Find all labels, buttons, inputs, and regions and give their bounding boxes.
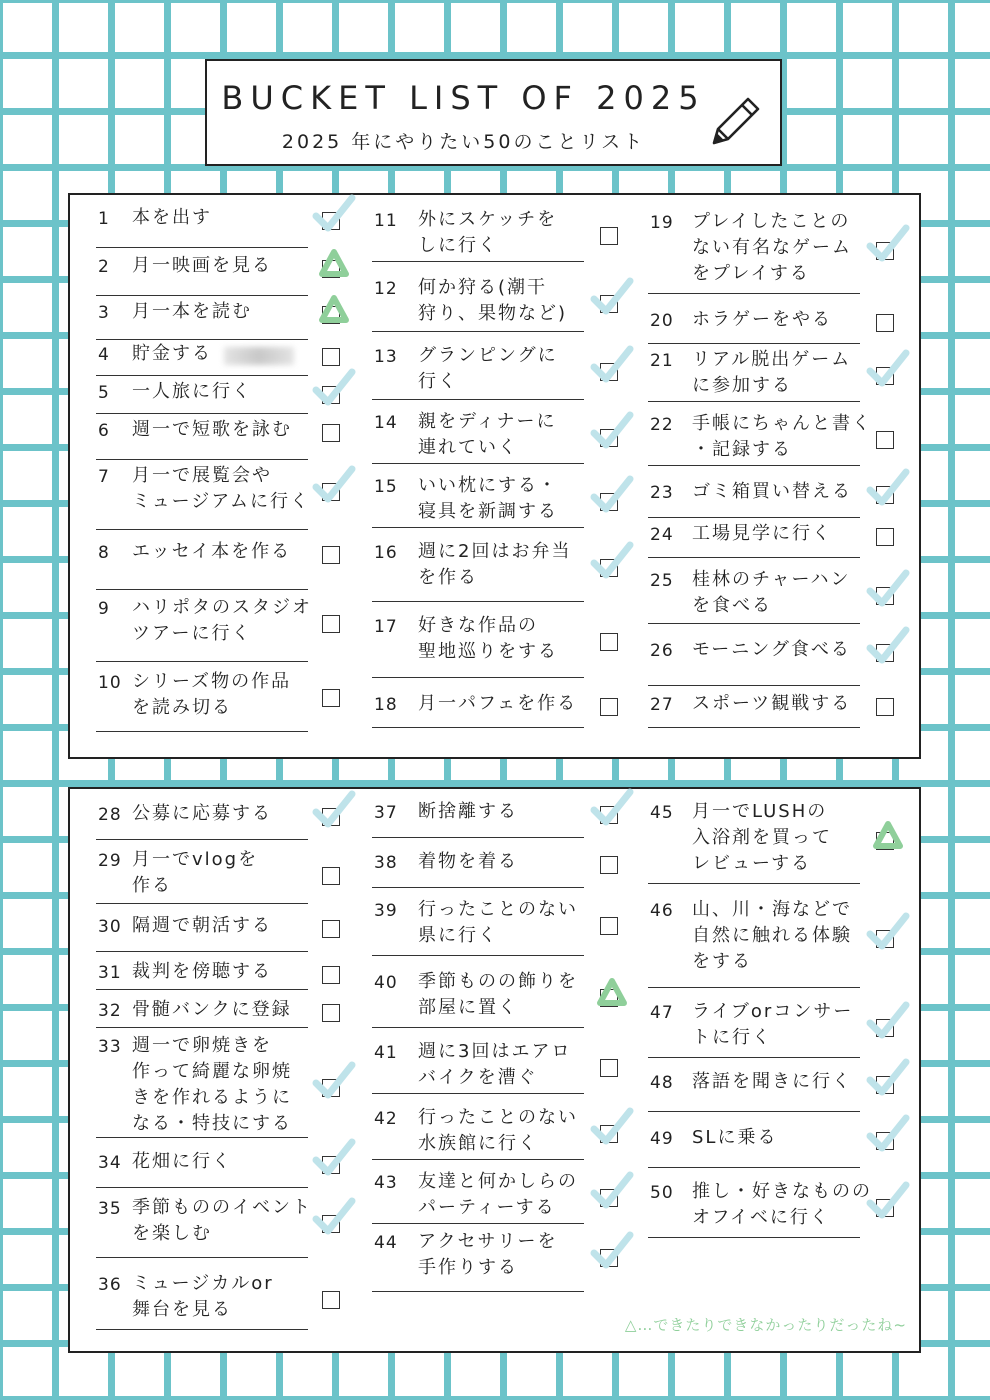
list-item bbox=[374, 901, 616, 957]
item-underline bbox=[372, 527, 584, 528]
list-item bbox=[98, 303, 340, 341]
item-underline bbox=[372, 1159, 584, 1160]
item-text: エッセイ本を作る bbox=[132, 541, 292, 562]
check-mark-icon bbox=[864, 1112, 912, 1156]
check-mark-icon bbox=[310, 463, 358, 507]
item-underline bbox=[96, 989, 308, 990]
item-text: 山、川・海などで 自然に触れる体験 をする bbox=[692, 899, 852, 972]
list-item bbox=[374, 1173, 616, 1225]
check-mark-icon bbox=[588, 1169, 636, 1213]
item-number: 49 bbox=[650, 1129, 674, 1149]
item-text: 隔週で朝活する bbox=[132, 915, 272, 936]
item-number: 45 bbox=[650, 803, 674, 823]
list-item bbox=[374, 413, 616, 465]
item-checkbox[interactable] bbox=[322, 1004, 340, 1022]
item-number: 20 bbox=[650, 311, 674, 331]
item-underline bbox=[372, 837, 584, 838]
item-number: 14 bbox=[374, 413, 398, 433]
item-number: 5 bbox=[98, 383, 110, 403]
item-number: 22 bbox=[650, 415, 674, 435]
item-checkbox[interactable] bbox=[322, 424, 340, 442]
item-number: 12 bbox=[374, 279, 398, 299]
check-mark-icon bbox=[588, 409, 636, 453]
item-underline bbox=[372, 261, 584, 262]
item-text: 一人旅に行く bbox=[132, 381, 252, 402]
item-underline bbox=[648, 557, 860, 558]
item-underline bbox=[96, 339, 308, 340]
item-text: 手帳にちゃんと書く ・記録する bbox=[692, 413, 872, 460]
item-underline bbox=[372, 727, 584, 728]
item-text: 月一でLUSHの 入浴剤を買って レビューする bbox=[692, 801, 832, 874]
list-item bbox=[650, 695, 892, 729]
item-underline bbox=[96, 375, 308, 376]
item-underline bbox=[648, 1057, 860, 1058]
list-item bbox=[98, 963, 340, 991]
item-checkbox[interactable] bbox=[600, 856, 618, 874]
item-underline bbox=[648, 727, 860, 728]
item-underline bbox=[648, 343, 860, 344]
item-underline bbox=[96, 1027, 308, 1028]
check-mark-icon bbox=[588, 1229, 636, 1273]
item-text: ゴミ箱買い替える bbox=[692, 481, 852, 502]
item-number: 3 bbox=[98, 303, 110, 323]
item-number: 50 bbox=[650, 1183, 674, 1203]
list-item bbox=[650, 1073, 892, 1113]
check-mark-icon bbox=[588, 473, 636, 517]
item-number: 46 bbox=[650, 901, 674, 921]
item-checkbox[interactable] bbox=[600, 698, 618, 716]
item-text: 親をディナーに 連れていく bbox=[418, 411, 557, 458]
item-number: 48 bbox=[650, 1073, 674, 1093]
item-underline bbox=[96, 589, 308, 590]
item-text: 推し・好きなものの オフイベに行く bbox=[692, 1181, 872, 1228]
check-mark-icon bbox=[310, 1059, 358, 1103]
item-underline bbox=[648, 293, 860, 294]
item-underline bbox=[96, 459, 308, 460]
item-text: 季節ものの飾りを 部屋に置く bbox=[418, 971, 578, 1018]
item-text: リアル脱出ゲーム に参加する bbox=[692, 349, 852, 396]
item-checkbox[interactable] bbox=[600, 917, 618, 935]
item-checkbox[interactable] bbox=[600, 227, 618, 245]
item-text: いい枕にする・ 寝具を新調する bbox=[418, 475, 558, 522]
item-checkbox[interactable] bbox=[322, 867, 340, 885]
pencil-icon bbox=[704, 91, 766, 153]
legend-note: △…できたりできなかったりだったね~ bbox=[624, 1316, 907, 1334]
item-number: 6 bbox=[98, 421, 110, 441]
check-mark-icon bbox=[864, 466, 912, 510]
triangle-mark-icon bbox=[588, 969, 636, 1013]
item-text: 着物を着る bbox=[418, 851, 518, 872]
item-text: 骨髄バンクに登録 bbox=[132, 999, 292, 1020]
item-text: 月一パフェを作る bbox=[418, 693, 578, 714]
list-item bbox=[650, 213, 892, 295]
item-underline bbox=[648, 1167, 860, 1168]
item-number: 11 bbox=[374, 211, 398, 231]
list-item bbox=[98, 383, 340, 415]
item-underline bbox=[96, 903, 308, 904]
list-item bbox=[650, 415, 892, 467]
item-number: 34 bbox=[98, 1153, 122, 1173]
page-subtitle: 2025 年にやりたい50のことリスト bbox=[281, 131, 646, 153]
list-item bbox=[650, 1129, 892, 1169]
item-text: 外にスケッチを しに行く bbox=[418, 209, 558, 256]
list-item bbox=[374, 347, 616, 401]
item-underline bbox=[96, 295, 308, 296]
bucket-panel-1 bbox=[68, 193, 921, 759]
item-underline bbox=[96, 247, 308, 248]
item-text: 月一でvlogを 作る bbox=[132, 849, 259, 896]
list-item bbox=[98, 467, 340, 531]
item-text: プレイしたことの ない有名なゲーム をプレイする bbox=[692, 211, 852, 284]
item-number: 4 bbox=[98, 345, 110, 365]
list-item bbox=[98, 257, 340, 297]
item-text: 断捨離する bbox=[418, 801, 518, 822]
check-mark-icon bbox=[588, 539, 636, 583]
item-text: アクセサリーを 手作りする bbox=[418, 1231, 558, 1278]
list-item bbox=[650, 901, 892, 989]
item-underline bbox=[96, 1187, 308, 1188]
item-underline bbox=[372, 463, 584, 464]
item-number: 26 bbox=[650, 641, 674, 661]
item-underline bbox=[648, 883, 860, 884]
item-underline bbox=[648, 1111, 860, 1112]
list-item bbox=[650, 351, 892, 403]
item-underline bbox=[372, 1223, 584, 1224]
item-number: 28 bbox=[98, 805, 122, 825]
item-text: スポーツ観戦する bbox=[692, 693, 852, 714]
item-text: ライブorコンサー トに行く bbox=[692, 1001, 854, 1048]
check-mark-icon bbox=[588, 275, 636, 319]
list-item bbox=[98, 1275, 340, 1331]
item-underline bbox=[96, 1257, 308, 1258]
item-number: 43 bbox=[374, 1173, 398, 1193]
item-checkbox[interactable] bbox=[600, 1059, 618, 1077]
list-item bbox=[374, 1043, 616, 1095]
list-item bbox=[650, 641, 892, 687]
item-underline bbox=[372, 677, 584, 678]
item-number: 44 bbox=[374, 1233, 398, 1253]
item-number: 18 bbox=[374, 695, 398, 715]
item-underline bbox=[96, 839, 308, 840]
list-item bbox=[98, 209, 340, 249]
item-checkbox[interactable] bbox=[600, 633, 618, 651]
item-text: 週に3回はエアロ バイクを漕ぐ bbox=[418, 1041, 572, 1088]
list-item bbox=[98, 1153, 340, 1189]
item-underline bbox=[96, 413, 308, 414]
item-checkbox[interactable] bbox=[322, 546, 340, 564]
list-item bbox=[650, 571, 892, 625]
item-text: グランピングに 行く bbox=[418, 345, 558, 392]
item-underline bbox=[648, 685, 860, 686]
item-number: 7 bbox=[98, 467, 110, 487]
item-checkbox[interactable] bbox=[322, 966, 340, 984]
item-text: モーニング食べる bbox=[692, 639, 851, 660]
list-item bbox=[98, 345, 340, 377]
item-checkbox[interactable] bbox=[876, 698, 894, 716]
list-item bbox=[650, 1183, 892, 1239]
item-number: 13 bbox=[374, 347, 398, 367]
item-checkbox[interactable] bbox=[876, 314, 894, 332]
item-text: SLに乗る bbox=[692, 1127, 778, 1148]
check-mark-icon bbox=[310, 1136, 358, 1180]
item-number: 10 bbox=[98, 673, 122, 693]
page-title: BUCKET LIST OF 2025 bbox=[221, 79, 706, 117]
item-text: 好きな作品の 聖地巡りをする bbox=[418, 615, 558, 662]
item-underline bbox=[372, 1027, 584, 1028]
list-item bbox=[374, 617, 616, 679]
item-number: 37 bbox=[374, 803, 398, 823]
list-item bbox=[650, 483, 892, 519]
item-checkbox[interactable] bbox=[322, 348, 340, 366]
item-number: 9 bbox=[98, 599, 110, 619]
list-item bbox=[374, 1233, 616, 1293]
item-underline bbox=[96, 731, 308, 732]
item-text: 月一映画を見る bbox=[132, 255, 272, 276]
item-number: 33 bbox=[98, 1037, 122, 1057]
list-item bbox=[374, 279, 616, 333]
item-number: 25 bbox=[650, 571, 674, 591]
item-text: 月一で展覧会や ミュージアムに行く bbox=[132, 465, 311, 512]
check-mark-icon bbox=[310, 788, 358, 832]
item-underline bbox=[648, 1237, 860, 1238]
item-underline bbox=[372, 601, 584, 602]
item-underline bbox=[648, 987, 860, 988]
list-item bbox=[650, 525, 892, 559]
list-item bbox=[98, 599, 340, 663]
item-underline bbox=[648, 465, 860, 466]
check-mark-icon bbox=[864, 1056, 912, 1100]
item-text: 行ったことのない 水族館に行く bbox=[418, 1107, 578, 1154]
item-text: 貯金する bbox=[132, 343, 212, 364]
item-number: 23 bbox=[650, 483, 674, 503]
item-underline bbox=[96, 951, 308, 952]
item-checkbox[interactable] bbox=[322, 1291, 340, 1309]
list-item bbox=[374, 853, 616, 889]
list-item bbox=[98, 851, 340, 905]
item-underline bbox=[372, 887, 584, 888]
item-number: 2 bbox=[98, 257, 110, 277]
item-text: 月一本を読む bbox=[132, 301, 252, 322]
check-mark-icon bbox=[864, 222, 912, 266]
item-text: 何か狩る(潮干 狩り、果物など) bbox=[418, 277, 568, 324]
check-mark-icon bbox=[864, 1179, 912, 1223]
check-mark-icon bbox=[588, 786, 636, 830]
list-item bbox=[98, 673, 340, 733]
item-number: 47 bbox=[650, 1003, 674, 1023]
check-mark-icon bbox=[864, 567, 912, 611]
item-underline bbox=[372, 1291, 584, 1292]
list-item bbox=[98, 1001, 340, 1029]
item-number: 36 bbox=[98, 1275, 122, 1295]
item-text: 週一で卵焼きを 作って綺麗な卵焼 きを作れるように なる・特技にする bbox=[132, 1035, 292, 1134]
item-underline bbox=[96, 529, 308, 530]
item-number: 42 bbox=[374, 1109, 398, 1129]
item-text: 季節もののイベント を楽しむ bbox=[132, 1197, 312, 1244]
item-number: 35 bbox=[98, 1199, 122, 1219]
item-number: 32 bbox=[98, 1001, 122, 1021]
item-underline bbox=[372, 399, 584, 400]
list-item bbox=[98, 1199, 340, 1259]
item-number: 1 bbox=[98, 209, 110, 229]
item-number: 39 bbox=[374, 901, 398, 921]
list-item bbox=[374, 803, 616, 839]
item-underline bbox=[96, 1137, 308, 1138]
check-mark-icon bbox=[864, 910, 912, 954]
list-item bbox=[374, 1109, 616, 1161]
item-number: 29 bbox=[98, 851, 122, 871]
triangle-mark-icon bbox=[310, 240, 358, 284]
item-number: 30 bbox=[98, 917, 122, 937]
list-item bbox=[98, 805, 340, 841]
item-underline bbox=[96, 661, 308, 662]
item-number: 16 bbox=[374, 543, 398, 563]
item-text: 落語を聞きに行く bbox=[692, 1071, 852, 1092]
list-item bbox=[374, 695, 616, 729]
bucket-panel-2 bbox=[68, 787, 921, 1353]
list-item bbox=[98, 543, 340, 591]
list-item bbox=[650, 803, 892, 885]
triangle-mark-icon bbox=[864, 812, 912, 856]
item-number: 15 bbox=[374, 477, 398, 497]
item-underline bbox=[372, 1093, 584, 1094]
check-mark-icon bbox=[588, 343, 636, 387]
item-underline bbox=[96, 1329, 308, 1330]
item-text: ホラゲーをやる bbox=[692, 309, 832, 330]
item-text: 週一で短歌を詠む bbox=[132, 419, 292, 440]
item-text: 週に2回はお弁当 を作る bbox=[418, 541, 572, 588]
item-text: ミュージカルor 舞台を見る bbox=[132, 1273, 274, 1320]
list-item bbox=[98, 1037, 340, 1139]
item-underline bbox=[372, 955, 584, 956]
item-text: 友達と何かしらの パーティーする bbox=[418, 1171, 578, 1218]
item-text: 裁判を傍聴する bbox=[132, 961, 272, 982]
item-checkbox[interactable] bbox=[322, 689, 340, 707]
check-mark-icon bbox=[310, 1195, 358, 1239]
item-underline bbox=[372, 331, 584, 332]
item-underline bbox=[648, 401, 860, 402]
list-item bbox=[98, 421, 340, 461]
check-mark-icon bbox=[588, 1105, 636, 1149]
check-mark-icon bbox=[310, 366, 358, 410]
item-text: 桂林のチャーハン を食べる bbox=[692, 569, 851, 616]
item-number: 19 bbox=[650, 213, 674, 233]
item-number: 21 bbox=[650, 351, 674, 371]
triangle-mark-icon bbox=[310, 286, 358, 330]
item-number: 38 bbox=[374, 853, 398, 873]
item-text: シリーズ物の作品 を読み切る bbox=[132, 671, 292, 718]
item-number: 24 bbox=[650, 525, 674, 545]
item-text: 工場見学に行く bbox=[692, 523, 832, 544]
item-text: 公募に応募する bbox=[132, 803, 272, 824]
item-checkbox[interactable] bbox=[322, 615, 340, 633]
item-number: 17 bbox=[374, 617, 398, 637]
check-mark-icon bbox=[864, 624, 912, 668]
list-item bbox=[650, 1003, 892, 1059]
check-mark-icon bbox=[864, 347, 912, 391]
item-number: 41 bbox=[374, 1043, 398, 1063]
item-text: 行ったことのない 県に行く bbox=[418, 899, 578, 946]
item-text: 本を出す bbox=[132, 207, 212, 228]
list-item bbox=[374, 477, 616, 529]
item-number: 31 bbox=[98, 963, 122, 983]
item-checkbox[interactable] bbox=[876, 431, 894, 449]
check-mark-icon bbox=[310, 192, 358, 236]
item-checkbox[interactable] bbox=[876, 528, 894, 546]
list-item bbox=[650, 311, 892, 345]
list-item bbox=[374, 973, 616, 1029]
title-box bbox=[205, 59, 782, 166]
list-item bbox=[374, 211, 616, 263]
list-item bbox=[98, 917, 340, 953]
item-underline bbox=[648, 517, 860, 518]
blurred-note bbox=[224, 347, 294, 365]
check-mark-icon bbox=[864, 999, 912, 1043]
item-number: 27 bbox=[650, 695, 674, 715]
item-text: ハリポタのスタジオ ツアーに行く bbox=[132, 597, 312, 644]
item-number: 40 bbox=[374, 973, 398, 993]
item-number: 8 bbox=[98, 543, 110, 563]
list-item bbox=[374, 543, 616, 603]
item-underline bbox=[648, 623, 860, 624]
item-checkbox[interactable] bbox=[322, 920, 340, 938]
item-text: 花畑に行く bbox=[132, 1151, 232, 1172]
